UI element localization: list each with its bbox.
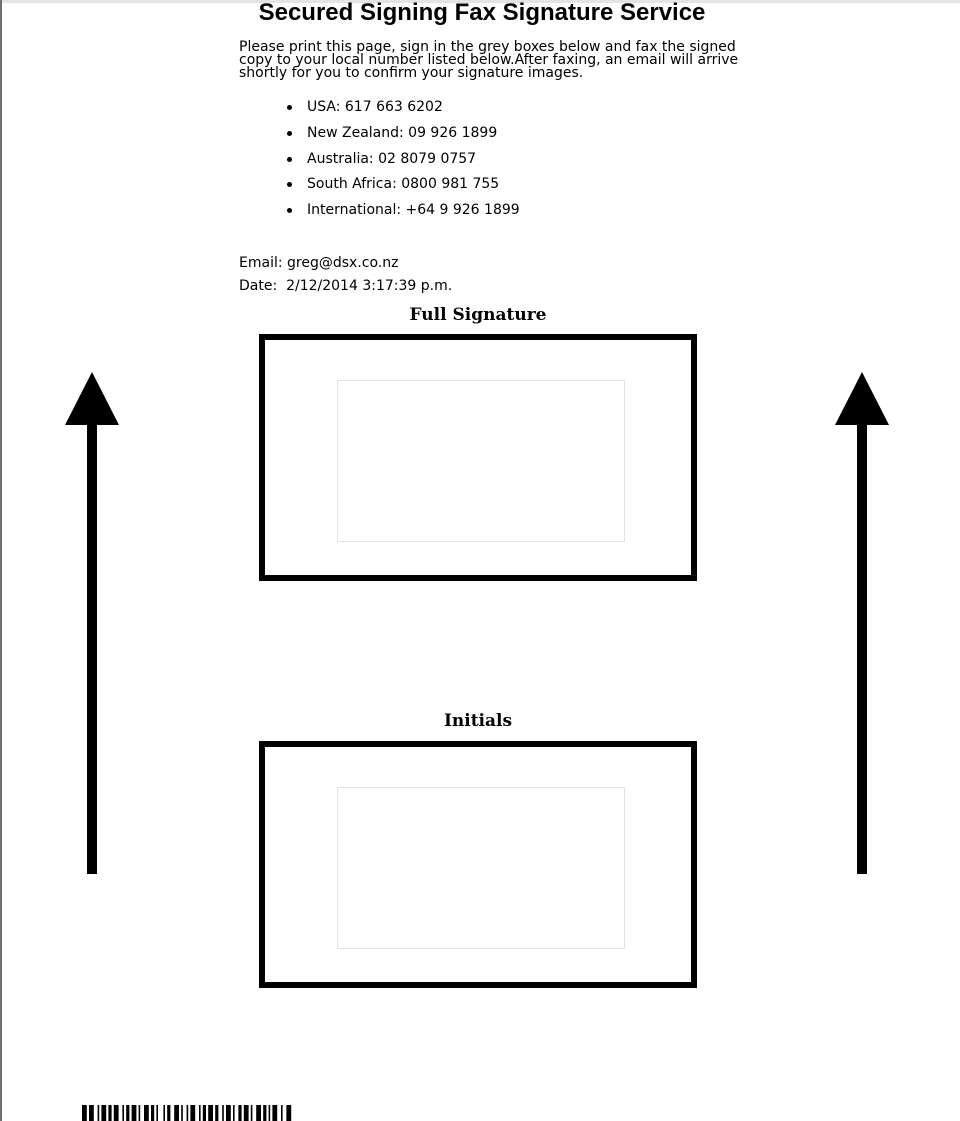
barcode-bar: [132, 1105, 137, 1121]
barcode-bar: [114, 1105, 119, 1121]
barcode-bar: [263, 1105, 266, 1121]
page-title: Secured Signing Fax Signature Service: [258, 0, 706, 26]
barcode-bar: [269, 1105, 271, 1121]
barcode-bar: [208, 1105, 213, 1121]
barcode-bar: [203, 1105, 206, 1121]
barcode-bar: [181, 1105, 183, 1121]
barcode-bar: [108, 1105, 111, 1121]
up-arrow-icon: [835, 372, 889, 874]
barcode-bar: [190, 1105, 195, 1121]
barcode-bar: [281, 1105, 283, 1121]
barcode-bar: [244, 1105, 249, 1121]
initials-heading: Initials: [443, 711, 513, 731]
barcode-bar: [199, 1105, 201, 1121]
fax-number-usa: USA: 617 663 6202: [307, 97, 520, 123]
barcode-icon: [82, 1105, 436, 1121]
fax-number-australia: Australia: 02 8079 0757: [307, 149, 520, 175]
full-signature-heading: Full Signature: [409, 305, 547, 325]
page-left-edge: [0, 0, 2, 1121]
barcode-bar: [215, 1105, 218, 1121]
barcode-bar: [89, 1105, 94, 1121]
barcode-bar: [82, 1105, 87, 1121]
barcode-bar: [126, 1105, 129, 1121]
barcode-bar: [101, 1105, 106, 1121]
email-line: Email: greg@dsx.co.nz: [239, 255, 399, 271]
initials-box: [259, 741, 697, 988]
fax-number-new-zealand: New Zealand: 09 926 1899: [307, 123, 520, 149]
barcode-bar: [286, 1105, 291, 1121]
barcode-bar: [187, 1105, 189, 1121]
barcode-bar: [174, 1105, 179, 1121]
initials-area: [337, 787, 625, 949]
instructions-text: Please print this page, sign in the grey boxes below and fax the signed copy to your local number listed below.After faxing, an email will arrive shortly for you to confirm your signature images.: [239, 39, 739, 81]
barcode-bar: [238, 1105, 241, 1121]
barcode-bar: [151, 1105, 154, 1121]
barcode-bar: [156, 1105, 158, 1121]
barcode-bar: [122, 1105, 124, 1121]
up-arrow-icon: [65, 372, 119, 874]
barcode-bar: [256, 1105, 261, 1121]
full-signature-box: [259, 334, 697, 581]
barcode-bar: [222, 1105, 224, 1121]
fax-number-south-africa: South Africa: 0800 981 755: [307, 174, 520, 200]
barcode-bar: [272, 1105, 277, 1121]
fax-number-international: International: +64 9 926 1899: [307, 200, 520, 226]
barcode-bar: [251, 1105, 253, 1121]
barcode-bar: [144, 1105, 149, 1121]
barcode-bar: [226, 1105, 231, 1121]
barcode-bar: [98, 1105, 100, 1121]
barcode-bar: [139, 1105, 141, 1121]
fax-number-list: [307, 97, 520, 226]
barcode-bar: [167, 1105, 170, 1121]
barcode-bar: [233, 1105, 235, 1121]
barcode-bar: [163, 1105, 165, 1121]
full-signature-area: [337, 380, 625, 542]
date-line: Date: 2/12/2014 3:17:39 p.m.: [239, 278, 453, 294]
